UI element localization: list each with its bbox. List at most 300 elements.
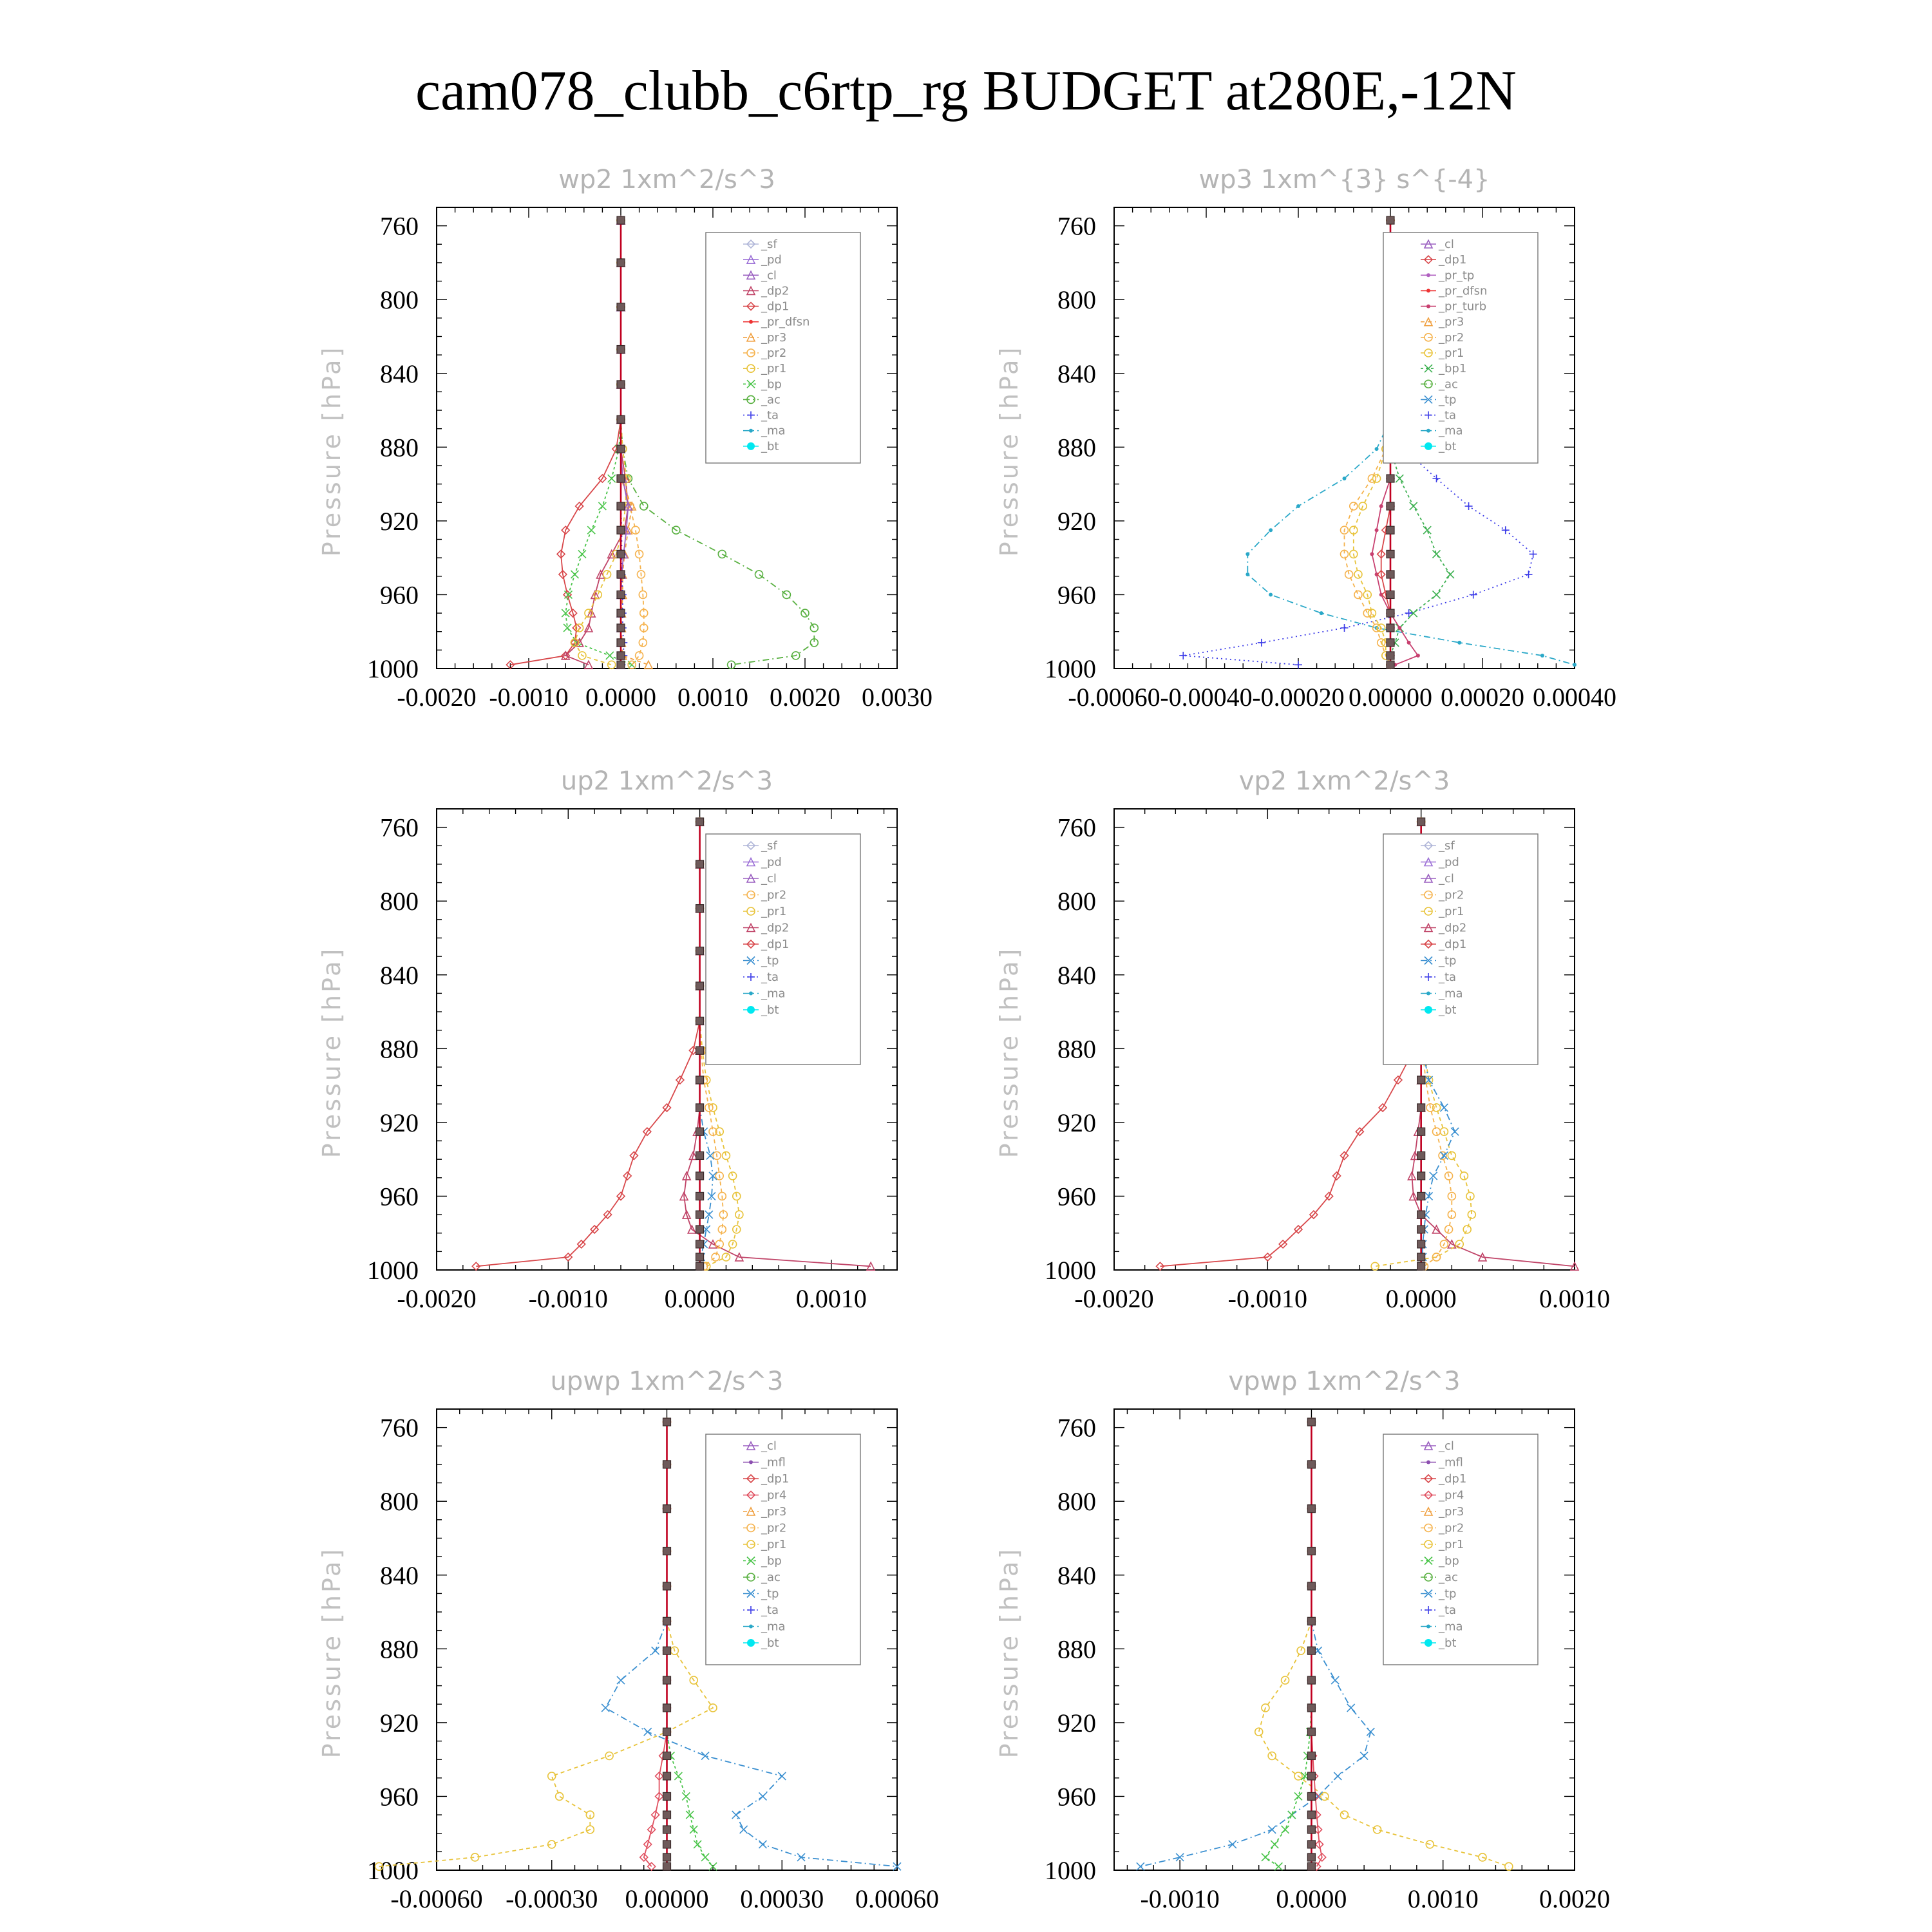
data-point [1373, 475, 1381, 482]
data-point [1440, 1104, 1448, 1112]
legend-marker [749, 992, 753, 996]
legend-label: _ma [761, 424, 786, 438]
data-point [701, 1752, 709, 1759]
y-tick-label: 1000 [1045, 654, 1096, 683]
legend-label: _ac [761, 393, 781, 407]
legend-marker [747, 1006, 755, 1014]
zero-marker [1307, 1461, 1315, 1468]
legend-label: _bp1 [1439, 362, 1467, 376]
x-tick-label: -0.0010 [528, 1284, 608, 1313]
legend-label: _bt [1439, 1636, 1457, 1650]
y-tick-label: 840 [1057, 960, 1096, 990]
legend-label: _cl [1439, 238, 1454, 251]
zero-marker [1417, 1240, 1425, 1248]
legend-label: _dp2 [1439, 921, 1467, 935]
data-point [1321, 1792, 1329, 1800]
legend-label: _dp2 [761, 921, 790, 935]
y-tick-label: 840 [1057, 359, 1096, 388]
zero-marker [1417, 1192, 1425, 1200]
data-point [608, 661, 616, 668]
legend-label: _cl [1439, 1439, 1454, 1453]
zero-marker [617, 216, 625, 224]
y-tick-label: 840 [380, 1560, 419, 1590]
legend-label: _pd [761, 253, 782, 267]
x-tick-label: 0.0030 [862, 683, 933, 712]
zero-marker [1387, 475, 1394, 482]
zero-marker [1387, 591, 1394, 598]
data-point [694, 1841, 701, 1848]
zero-marker [1307, 1752, 1315, 1759]
zero-marker [617, 609, 625, 617]
y-tick-label: 760 [380, 813, 419, 842]
legend-label: _pr2 [761, 346, 787, 360]
y-tick-label: 920 [380, 1108, 419, 1137]
zero-marker [617, 445, 625, 453]
legend-label: _pr1 [761, 1538, 787, 1551]
legend-label: _mfl [761, 1455, 786, 1470]
y-tick-label: 760 [1057, 813, 1096, 842]
x-tick-label: 0.0020 [1539, 1884, 1610, 1913]
x-tick-label: 0.00000 [1349, 683, 1432, 712]
x-tick-label: 0.0010 [677, 683, 748, 712]
legend-marker [749, 1625, 753, 1629]
zero-marker [617, 591, 625, 598]
zero-marker [696, 982, 704, 990]
data-point [1433, 591, 1441, 598]
x-tick-label: 0.0000 [664, 1284, 735, 1313]
legend-label: _tp [761, 954, 779, 968]
panel-title: wp2 1xm^2/s^3 [558, 165, 775, 194]
zero-marker [1387, 526, 1394, 534]
zero-marker [663, 1418, 671, 1426]
data-point [1271, 1841, 1278, 1848]
zero-marker [663, 1728, 671, 1736]
zero-marker [663, 1617, 671, 1625]
data-point [1451, 1128, 1459, 1135]
y-tick-label: 880 [380, 433, 419, 462]
data-point [1255, 1728, 1263, 1736]
zero-marker [696, 1104, 704, 1112]
zero-marker [696, 905, 704, 913]
legend-label: _pr3 [1439, 1505, 1464, 1519]
legend-label: _dp1 [761, 299, 790, 314]
legend-label: _ta [1439, 408, 1457, 422]
y-tick-label: 800 [380, 1487, 419, 1517]
legend-label: _pr_dfsn [1439, 284, 1488, 298]
legend-label: _sf [761, 238, 777, 251]
x-tick-label: 0.0000 [1385, 1284, 1457, 1313]
y-tick-label: 920 [1057, 1708, 1096, 1738]
data-point [601, 1704, 609, 1712]
data-point [1375, 447, 1379, 451]
data-point [759, 1841, 766, 1848]
data-point [682, 1792, 690, 1800]
x-tick-label: 0.0010 [1407, 1884, 1479, 1913]
legend-marker [1426, 429, 1430, 433]
chart-panel [995, 165, 1616, 712]
zero-marker [696, 1046, 704, 1054]
data-point [1354, 591, 1362, 598]
y-tick-label: 880 [1057, 1034, 1096, 1064]
y-tick-label: 880 [1057, 1634, 1096, 1664]
zero-marker [1307, 1505, 1315, 1513]
legend-label: _ta [761, 971, 779, 984]
x-tick-label: -0.00020 [1252, 683, 1345, 712]
data-point [1502, 526, 1510, 534]
zero-marker [1307, 1826, 1315, 1833]
legend-label: _ac [1439, 1571, 1458, 1584]
data-point [1269, 592, 1273, 596]
legend-label: _bt [761, 1003, 779, 1017]
legend-marker [1426, 305, 1430, 308]
data-point [571, 571, 579, 578]
data-point [1297, 1647, 1305, 1654]
data-point [1425, 1192, 1433, 1200]
zero-marker [663, 1841, 671, 1848]
x-tick-label: -0.0020 [397, 683, 477, 712]
legend-label: _sf [1439, 839, 1455, 853]
legend-label: _pd [1439, 855, 1459, 869]
legend-label: _ta [1439, 1604, 1457, 1617]
zero-marker [1307, 1647, 1315, 1654]
data-point [1540, 654, 1544, 658]
data-point [1423, 526, 1431, 534]
y-tick-label: 880 [1057, 433, 1096, 462]
data-point [587, 526, 595, 534]
y-tick-label: 960 [380, 580, 419, 610]
y-tick-label: 920 [380, 506, 419, 536]
data-point [639, 639, 647, 647]
legend-label: _ma [761, 987, 786, 1001]
zero-marker [696, 947, 704, 955]
legend-label: _bp [761, 1554, 782, 1568]
legend-label: _tp [761, 1587, 779, 1601]
y-tick-label: 840 [1057, 1560, 1096, 1590]
legend-label: _tp [1439, 954, 1457, 968]
legend-label: _pr2 [1439, 1521, 1464, 1535]
x-tick-label: 0.00040 [1533, 683, 1616, 712]
zero-marker [663, 1582, 671, 1590]
legend-marker [1425, 1006, 1432, 1014]
legend-label: _dp1 [761, 938, 790, 951]
legend-label: _pr1 [761, 905, 787, 918]
legend-label: _ta [1439, 971, 1457, 984]
zero-marker [1417, 1151, 1425, 1159]
data-point [1331, 1676, 1339, 1684]
data-point [1288, 1811, 1296, 1819]
zero-marker [1387, 571, 1394, 578]
legend-marker [1426, 992, 1430, 996]
zero-marker [663, 1772, 671, 1780]
legend-label: _tp [1439, 393, 1457, 407]
data-point [740, 1826, 748, 1833]
y-tick-label: 960 [380, 1182, 419, 1211]
zero-marker [1307, 1728, 1315, 1736]
zero-marker [1417, 1172, 1425, 1180]
panel-title: wp3 1xm^{3} s^{-4} [1198, 165, 1490, 194]
zero-marker [617, 381, 625, 388]
legend-label: _pr4 [1439, 1488, 1464, 1502]
legend-label: _pr2 [761, 888, 787, 902]
data-point [1360, 1752, 1368, 1759]
zero-marker [1387, 652, 1394, 659]
data-point [1433, 475, 1441, 482]
legend-label: _ma [1439, 424, 1463, 438]
x-tick-label: 0.00030 [740, 1884, 824, 1913]
legend-marker [1426, 1461, 1430, 1464]
zero-marker [617, 571, 625, 578]
data-point [1374, 1826, 1381, 1833]
data-point [1446, 571, 1454, 578]
panel-title: vpwp 1xm^2/s^3 [1228, 1367, 1461, 1396]
y-tick-label: 960 [380, 1782, 419, 1812]
data-point [778, 1772, 786, 1780]
data-point [729, 1172, 737, 1180]
series-line-tp [1141, 1422, 1370, 1866]
data-point [712, 1253, 719, 1261]
zero-marker [1387, 502, 1394, 510]
legend-label: _tp [1439, 1587, 1457, 1601]
legend-label: _ac [761, 1571, 781, 1584]
data-point [1573, 663, 1577, 667]
data-point [1525, 571, 1533, 578]
y-tick-label: 920 [380, 1708, 419, 1738]
legend-label: _pr_dfsn [761, 315, 810, 329]
y-tick-label: 1000 [1045, 1856, 1096, 1885]
zero-marker [1307, 1617, 1315, 1625]
legend-label: _pr4 [761, 1488, 787, 1502]
zero-marker [617, 475, 625, 482]
y-tick-label: 800 [1057, 887, 1096, 916]
zero-marker [696, 1128, 704, 1135]
y-axis-label: Pressure [hPa] [995, 946, 1023, 1159]
legend-label: _pr3 [761, 1505, 787, 1519]
zero-marker [1307, 1676, 1315, 1684]
legend-label: _mfl [1439, 1455, 1463, 1470]
zero-marker [1307, 1811, 1315, 1819]
zero-marker [617, 526, 625, 534]
y-tick-label: 800 [1057, 1487, 1096, 1517]
zero-marker [617, 502, 625, 510]
zero-marker [696, 860, 704, 868]
data-point [1350, 502, 1358, 510]
x-tick-label: -0.00060 [1068, 683, 1160, 712]
zero-marker [1417, 1253, 1425, 1261]
zero-marker [1417, 1226, 1425, 1233]
y-axis-label: Pressure [hPa] [995, 1546, 1023, 1759]
zero-marker [696, 1226, 704, 1233]
y-tick-label: 880 [380, 1034, 419, 1064]
legend-label: _dp2 [761, 284, 790, 298]
zero-marker [617, 346, 625, 354]
zero-marker [696, 1017, 704, 1025]
zero-marker [1387, 624, 1394, 632]
data-point [562, 609, 569, 617]
legend-marker [1426, 1625, 1430, 1629]
legend-label: _ma [761, 1620, 786, 1634]
zero-marker [663, 1461, 671, 1468]
data-point [548, 1772, 556, 1780]
data-point [1294, 661, 1302, 668]
zero-marker [617, 661, 625, 668]
data-point [1396, 475, 1403, 482]
zero-marker [696, 1211, 704, 1218]
zero-marker [1307, 1772, 1315, 1780]
x-tick-label: 0.00000 [625, 1884, 709, 1913]
legend-marker [749, 1461, 753, 1464]
x-tick-label: -0.0010 [489, 683, 569, 712]
data-point [1470, 591, 1477, 598]
legend-label: _bt [761, 439, 779, 453]
y-tick-label: 1000 [367, 654, 419, 683]
legend-label: _cl [1439, 872, 1454, 886]
data-point [1410, 502, 1417, 510]
legend-marker [749, 320, 753, 324]
zero-marker [617, 259, 625, 267]
data-point [556, 1792, 564, 1800]
legend-marker [1425, 1639, 1432, 1647]
chart-panel [995, 766, 1610, 1313]
legend-label: _pr1 [1439, 346, 1464, 360]
legend-label: _pr3 [1439, 315, 1464, 329]
zero-marker [696, 1192, 704, 1200]
legend-label: _ma [1439, 987, 1463, 1001]
data-point [1368, 609, 1376, 617]
x-tick-label: -0.0010 [1140, 1884, 1220, 1913]
zero-marker [663, 1752, 671, 1759]
y-tick-label: 760 [1057, 211, 1096, 241]
y-tick-label: 960 [1057, 1782, 1096, 1812]
y-tick-label: 840 [380, 960, 419, 990]
zero-marker [1307, 1862, 1315, 1870]
x-tick-label: 0.0000 [1276, 1884, 1347, 1913]
legend-label: _pr_tp [1439, 269, 1475, 283]
zero-marker [696, 1262, 704, 1270]
data-point [606, 652, 614, 659]
x-tick-label: 0.0000 [585, 683, 656, 712]
y-tick-label: 960 [1057, 580, 1096, 610]
zero-marker [617, 624, 625, 632]
legend-label: _pr1 [1439, 1538, 1464, 1551]
data-point [608, 475, 616, 482]
chart-panel [317, 165, 933, 712]
legend-marker [1425, 442, 1432, 450]
legend-label: _dp1 [1439, 938, 1467, 951]
data-point [1341, 624, 1349, 632]
x-tick-label: 0.00020 [1441, 683, 1524, 712]
y-tick-label: 840 [380, 359, 419, 388]
zero-marker [696, 1076, 704, 1084]
zero-marker [617, 639, 625, 647]
data-point [1367, 1728, 1374, 1736]
chart-panel [317, 766, 897, 1313]
legend-label: _bp [761, 377, 782, 392]
data-point [1397, 626, 1401, 630]
legend-marker [747, 442, 755, 450]
zero-marker [617, 415, 625, 423]
zero-marker [1307, 1792, 1315, 1800]
x-tick-label: 0.0010 [795, 1284, 867, 1313]
legend-label: _pr1 [1439, 905, 1464, 918]
panels [317, 165, 1616, 1913]
y-tick-label: 800 [380, 285, 419, 315]
zero-marker [1417, 1211, 1425, 1218]
legend-label: _pr3 [761, 330, 787, 345]
y-axis-label: Pressure [hPa] [317, 1546, 346, 1759]
legend-label: _sf [761, 839, 777, 853]
zero-marker [1307, 1841, 1315, 1848]
zero-marker [663, 1647, 671, 1654]
zero-marker [1387, 639, 1394, 647]
legend-label: _bt [761, 1636, 779, 1650]
data-point [1334, 1772, 1341, 1780]
data-point [1294, 1792, 1302, 1800]
legend-label: _bt [1439, 439, 1457, 453]
data-point [1433, 1128, 1441, 1135]
legend-label: _cl [761, 1439, 777, 1453]
y-axis-label: Pressure [hPa] [317, 345, 346, 557]
data-point [690, 1826, 697, 1833]
series-line-dp1 [476, 822, 699, 1266]
legend-label: _pr2 [1439, 888, 1464, 902]
zero-marker [696, 1240, 704, 1248]
y-tick-label: 800 [1057, 285, 1096, 315]
panel-title: up2 1xm^2/s^3 [560, 766, 773, 796]
zero-marker [1307, 1704, 1315, 1712]
y-tick-label: 1000 [1045, 1256, 1096, 1285]
data-point [1343, 477, 1347, 480]
legend-label: _cl [761, 269, 777, 283]
legend-label: _dp1 [1439, 1472, 1467, 1486]
data-point [1448, 1151, 1455, 1159]
zero-marker [663, 1548, 671, 1555]
data-point [1457, 641, 1461, 645]
legend-marker [747, 1639, 755, 1647]
data-point [1179, 652, 1187, 659]
zero-marker [1307, 1582, 1315, 1590]
data-point [701, 1853, 709, 1861]
y-tick-label: 920 [1057, 506, 1096, 536]
data-point [1269, 528, 1273, 532]
zero-marker [1387, 216, 1394, 224]
zero-marker [617, 303, 625, 311]
panel-title: upwp 1xm^2/s^3 [550, 1367, 784, 1396]
legend-label: _cl [761, 872, 777, 886]
data-point [1296, 504, 1300, 508]
data-point [1320, 611, 1323, 615]
x-tick-label: 0.00060 [855, 1884, 939, 1913]
figure-title: cam078_clubb_c6rtp_rg BUDGET at280E,-12N [415, 60, 1517, 122]
zero-marker [1307, 1418, 1315, 1426]
legend-marker [1426, 289, 1430, 292]
chart-panel [317, 1367, 939, 1913]
y-tick-label: 760 [380, 211, 419, 241]
zero-marker [1417, 1128, 1425, 1135]
data-point [1430, 1172, 1437, 1180]
data-point [1274, 1862, 1282, 1870]
zero-marker [617, 652, 625, 659]
zero-marker [663, 1505, 671, 1513]
zero-marker [663, 1792, 671, 1800]
data-point [1268, 1826, 1276, 1833]
x-tick-label: -0.0020 [397, 1284, 477, 1313]
zero-marker [1417, 818, 1425, 826]
legend-label: _bt [1439, 1003, 1457, 1017]
data-point [636, 652, 643, 659]
legend-marker [749, 429, 753, 433]
x-tick-label: -0.00040 [1160, 683, 1253, 712]
legend-label: _pr2 [761, 1521, 787, 1535]
